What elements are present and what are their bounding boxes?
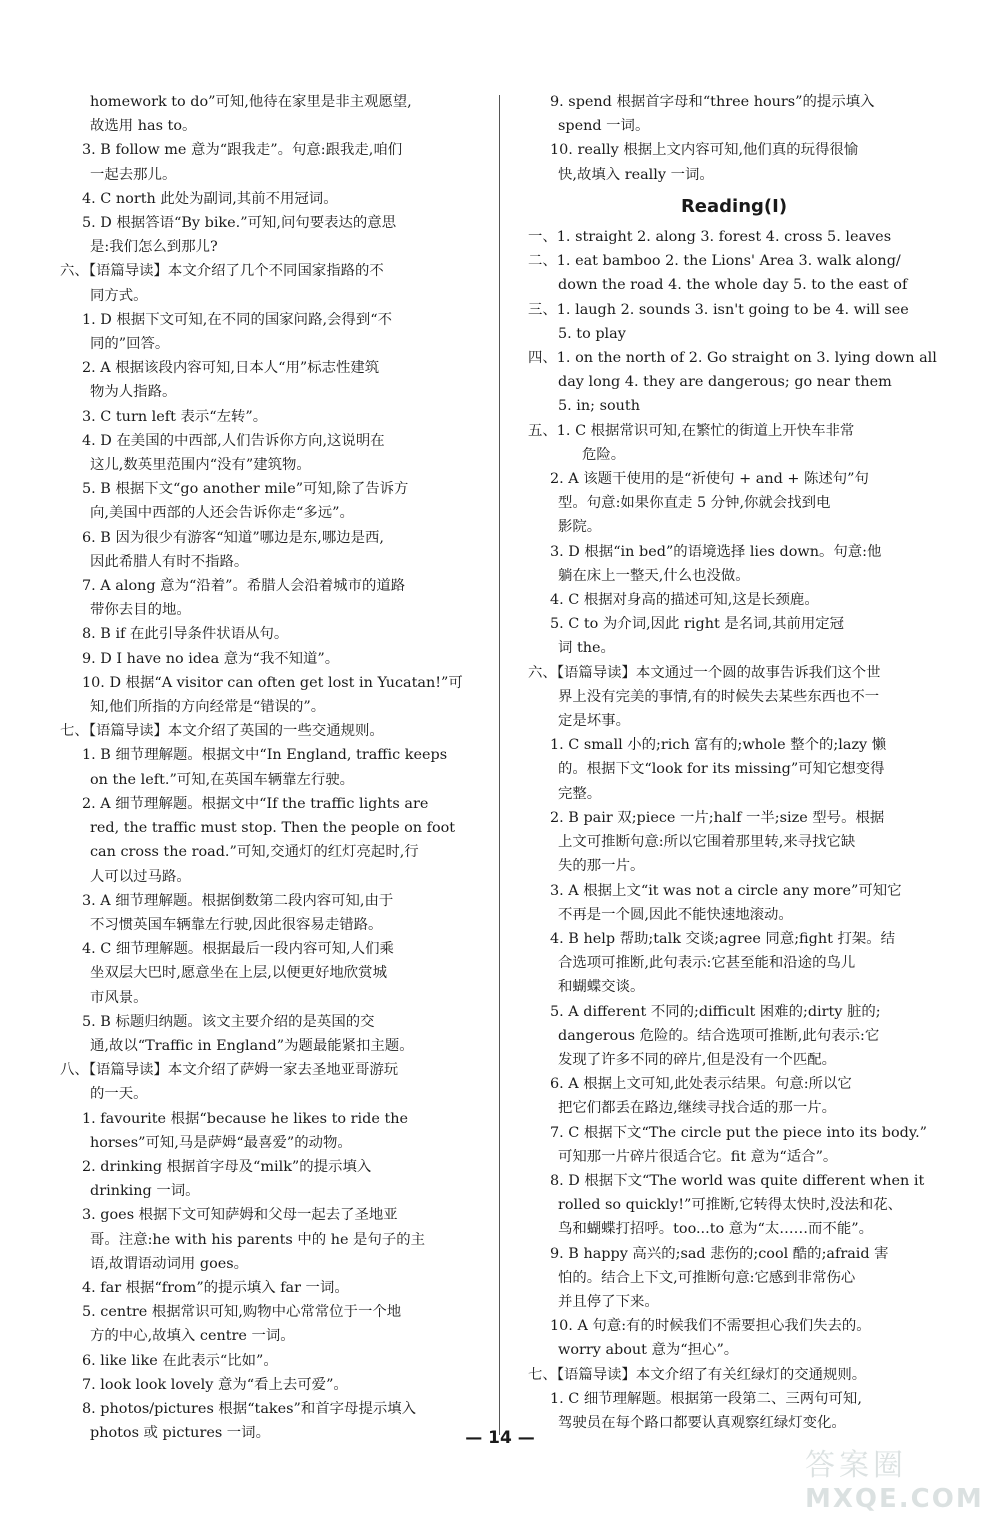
- answer-line: 物为人指路。: [90, 384, 177, 401]
- answer-line: 七、【语篇导读】本文介绍了英国的一些交通规则。: [60, 723, 384, 740]
- answer-line: down the road 4. the whole day 5. to the east of: [558, 277, 908, 294]
- answer-line: 界上没有完美的事情,有的时候失去某些东西也不一: [558, 688, 880, 705]
- watermark-logo: [805, 1440, 995, 1514]
- answer-line: 的一天。: [90, 1086, 148, 1103]
- answer-line: spend 一词。: [558, 118, 650, 135]
- answer-line: 因此希腊人有时不指路。: [90, 553, 249, 570]
- answer-line: 方的中心,故填入 centre 一词。: [90, 1328, 295, 1345]
- answer-line: 3. A 细节理解题。根据倒数第二段内容可知,由于: [82, 892, 394, 909]
- watermark-top-text: 答案圈: [805, 1448, 907, 1483]
- answer-line: can cross the road.”可知,交通灯的红灯亮起时,行: [90, 844, 419, 861]
- answer-line: 语,故谓语动词用 goes。: [90, 1255, 249, 1272]
- watermark-bottom-text: MXQE.COM: [805, 1484, 984, 1514]
- answer-line: 2. drinking 根据首字母及“milk”的提示填入: [82, 1158, 372, 1175]
- answer-line: 5. A different 不同的;difficult 困难的;dirty 脏的;: [550, 1003, 881, 1020]
- answer-line: 危险。: [582, 446, 626, 463]
- answer-line: 鸟和蝴蝶打招呼。too...to 意为“太……而不能”。: [558, 1221, 873, 1238]
- answer-line: 快,故填入 really 一词。: [558, 166, 714, 183]
- answer-line: 躺在床上一整天,什么也没做。: [558, 567, 750, 584]
- answer-line: 四、1. on the north of 2. Go straight on 3. lying down all: [528, 350, 937, 367]
- answer-line: 影院。: [558, 519, 602, 536]
- answer-line: 八、【语篇导读】本文介绍了萨姆一家去圣地亚哥游玩: [60, 1062, 399, 1079]
- answer-line: 8. B if 在此引导条件状语从句。: [82, 626, 289, 643]
- answer-line: 10. D 根据“A visitor can often get lost in Yucatan!”可: [82, 674, 463, 691]
- column-divider: [499, 95, 500, 1435]
- answer-line: 1. C 细节理解题。根据第一段第二、三两句可知,: [550, 1390, 862, 1407]
- answer-line: 人可以过马路。: [90, 868, 191, 885]
- answer-line: 二、1. eat bamboo 2. the Lions' Area 3. walk along/: [528, 253, 901, 270]
- answer-line: 合选项可推断,此句表示:它甚至能和沿途的鸟儿: [558, 955, 856, 972]
- answer-line: 1. favourite 根据“because he likes to ride the: [82, 1110, 409, 1127]
- answer-line: 驾驶员在每个路口都要认真观察红绿灯变化。: [558, 1414, 846, 1431]
- answer-line: 哥。注意:he with his parents 中的 he 是句子的主: [90, 1231, 426, 1248]
- answer-line: 是:我们怎么到那儿?: [90, 239, 218, 256]
- answer-line: 1. B 细节理解题。根据文中“In England, traffic keeps: [82, 747, 448, 764]
- answer-line: 6. B 因为很少有游客“知道”哪边是东,哪边是西,: [82, 529, 384, 546]
- answer-line: horses”可知,马是萨姆“最喜爱”的动物。: [90, 1134, 352, 1151]
- answer-line: 4. C 细节理解题。根据最后一段内容可知,人们乘: [82, 941, 394, 958]
- answer-line: 8. photos/pictures 根据“takes”和首字母提示填入: [82, 1400, 417, 1417]
- answer-line: 七、【语篇导读】本文介绍了有关红绿灯的交通规则。: [528, 1366, 867, 1383]
- right-top-block: [528, 90, 940, 187]
- answer-line: 8. D 根据下文“The world was quite different when it: [550, 1172, 925, 1189]
- answer-line: 定是坏事。: [558, 713, 630, 730]
- answer-line: 4. far 根据“from”的提示填入 far 一词。: [82, 1279, 349, 1296]
- answer-line: 5. centre 根据常识可知,购物中心常常位于一个地: [82, 1304, 402, 1321]
- answer-line: 把它们都丢在路边,继续寻找合适的那一片。: [558, 1100, 836, 1117]
- answer-line: 六、【语篇导读】本文通过一个圆的故事告诉我们这个世: [528, 664, 881, 681]
- answer-line: 3. B follow me 意为“跟我走”。句意:跟我走,咱们: [82, 142, 403, 159]
- right-main-block: [528, 225, 940, 1435]
- answer-line: 4. B help 帮助;talk 交谈;agree 同意;fight 打架。结: [550, 930, 896, 947]
- answer-line: 3. A 根据上文“it was not a circle any more”可知它: [550, 882, 902, 899]
- answer-line: 7. A along 意为“沿着”。希腊人会沿着城市的道路: [82, 578, 406, 595]
- answer-line: 6. like like 在此表示“比如”。: [82, 1352, 278, 1369]
- answer-line: 向,美国中西部的人还会告诉你走“多远”。: [90, 505, 354, 522]
- answer-line: 10. really 根据上文内容可知,他们真的玩得很愉: [550, 142, 859, 159]
- answer-line: 六、【语篇导读】本文介绍了几个不同国家指路的不: [60, 263, 384, 280]
- answer-line: 怕的。结合上下文,可推断句意:它感到非常伤心: [558, 1269, 856, 1286]
- answer-line: 9. B happy 高兴的;sad 悲伤的;cool 酷的;afraid 害: [550, 1245, 889, 1262]
- answer-line: 五、1. C 根据常识可知,在繁忙的街道上开快车非常: [528, 422, 855, 439]
- answer-line: drinking 一词。: [90, 1183, 200, 1200]
- answer-line: 的。根据下文“look for its missing”可知它想变得: [558, 761, 885, 778]
- answer-line: 型。句意:如果你直走 5 分钟,你就会找到电: [558, 495, 831, 512]
- answer-line: 3. C turn left 表示“左转”。: [82, 408, 268, 425]
- answer-line: 并且停了下来。: [558, 1293, 659, 1310]
- answer-line: 2. B pair 双;piece 一片;half 一半;size 型号。根据: [550, 809, 885, 826]
- answer-line: 10. A 句意:有的时候我们不需要担心我们失去的。: [550, 1318, 871, 1335]
- answer-line: 上文可推断句意:所以它围着那里转,来寻找它缺: [558, 834, 856, 851]
- answer-line: 4. C 根据对身高的描述可知,这是长颈鹿。: [550, 592, 819, 609]
- answer-line: 带你去目的地。: [90, 602, 191, 619]
- answer-line: 不再是一个圆,因此不能快速地滚动。: [558, 906, 793, 923]
- answer-line: 5. in; south: [558, 398, 640, 415]
- right-column: [528, 90, 940, 1435]
- answer-line: 4. D 在美国的中西部,人们告诉你方向,这说明在: [82, 432, 385, 449]
- answer-line: 这儿,数英里范围内“没有”建筑物。: [90, 457, 311, 474]
- answer-line: day long 4. they are dangerous; go near them: [558, 374, 892, 391]
- answer-line: 5. to play: [558, 325, 626, 342]
- answer-line: 7. look look lovely 意为“看上去可爱”。: [82, 1376, 348, 1393]
- answer-line: red, the traffic must stop. Then the people on foot: [90, 820, 456, 837]
- answer-line: 知,他们所指的方向经常是“错误的”。: [90, 699, 326, 716]
- answer-line: dangerous 危险的。结合选项可推断,此句表示:它: [558, 1027, 880, 1044]
- answer-line: 2. A 细节理解题。根据文中“If the traffic lights are: [82, 795, 429, 812]
- left-column: [60, 90, 480, 1445]
- answer-line: 5. B 标题归纳题。该文主要介绍的是英国的交: [82, 1013, 375, 1030]
- answer-line: 3. D 根据“in bed”的语境选择 lies down。句意:他: [550, 543, 882, 560]
- answer-line: 故选用 has to。: [90, 118, 197, 135]
- answer-line: 5. D 根据答语“By bike.”可知,问句要表达的意思: [82, 215, 397, 232]
- answer-line: 三、1. laugh 2. sounds 3. isn't going to be 4. will see: [528, 301, 909, 318]
- answer-line: 通,故以“Traffic in England”为题最能紧扣主题。: [90, 1037, 414, 1054]
- answer-line: 一起去那儿。: [90, 166, 177, 183]
- answer-line: photos 或 pictures 一词。: [90, 1425, 270, 1442]
- answer-line: 3. goes 根据下文可知萨姆和父母一起去了圣地亚: [82, 1207, 398, 1224]
- answer-line: 6. A 根据上文可知,此处表示结果。句意:所以它: [550, 1076, 852, 1093]
- answer-line: rolled so quickly!”可推断,它转得太快时,没法和花、: [558, 1197, 903, 1214]
- answer-line: 失的那一片。: [558, 858, 645, 875]
- answer-line: homework to do”可知,他待在家里是非主观愿望,: [90, 94, 412, 110]
- answer-line: 9. D I have no idea 意为“我不知道”。: [82, 650, 340, 667]
- answer-line: 2. A 该题干使用的是“祈使句 + and + 陈述句”句: [550, 471, 869, 488]
- answer-line: 市风景。: [90, 989, 148, 1006]
- answer-line: 5. B 根据下文“go another mile”可知,除了告诉方: [82, 481, 409, 498]
- answer-line: 发现了许多不同的碎片,但是没有一个匹配。: [558, 1051, 836, 1068]
- answer-line: 坐双层大巴时,愿意坐在上层,以便更好地欣赏城: [90, 965, 387, 982]
- section-heading-reading: Reading(Ⅰ): [680, 195, 788, 217]
- answer-line: 词 the。: [558, 640, 615, 657]
- answer-line: 4. C north 此处为副词,其前不用冠词。: [82, 190, 338, 207]
- answer-line: 5. C to 为介词,因此 right 是名词,其前用定冠: [550, 616, 845, 633]
- answer-line: 一、1. straight 2. along 3. forest 4. cross 5. leaves: [528, 229, 892, 246]
- answer-line: 完整。: [558, 785, 602, 802]
- page-number: — 14 —: [465, 1428, 535, 1448]
- answer-line: 2. A 根据该段内容可知,日本人“用”标志性建筑: [82, 360, 380, 377]
- answer-line: worry about 意为“担心”。: [558, 1342, 739, 1359]
- answer-line: 9. spend 根据首字母和“three hours”的提示填入: [550, 94, 875, 110]
- answer-line: on the left.”可知,在英国车辆靠左行驶。: [90, 771, 355, 788]
- answer-line: 同的”回答。: [90, 336, 170, 353]
- answer-line: 7. C 根据下文“The circle put the piece into its body.”: [550, 1124, 927, 1141]
- answer-line: 1. D 根据下文可知,在不同的国家问路,会得到“不: [82, 311, 392, 328]
- answer-line: 1. C small 小的;rich 富有的;whole 整个的;lazy 懒: [550, 737, 887, 754]
- answer-line: 不习惯英国车辆靠左行驶,因此很容易走错路。: [90, 916, 383, 933]
- answer-line: 可知那一片碎片很适合它。fit 意为“适合”。: [558, 1148, 838, 1165]
- answer-line: 同方式。: [90, 287, 148, 304]
- answer-line: 和蝴蝶交谈。: [558, 979, 645, 996]
